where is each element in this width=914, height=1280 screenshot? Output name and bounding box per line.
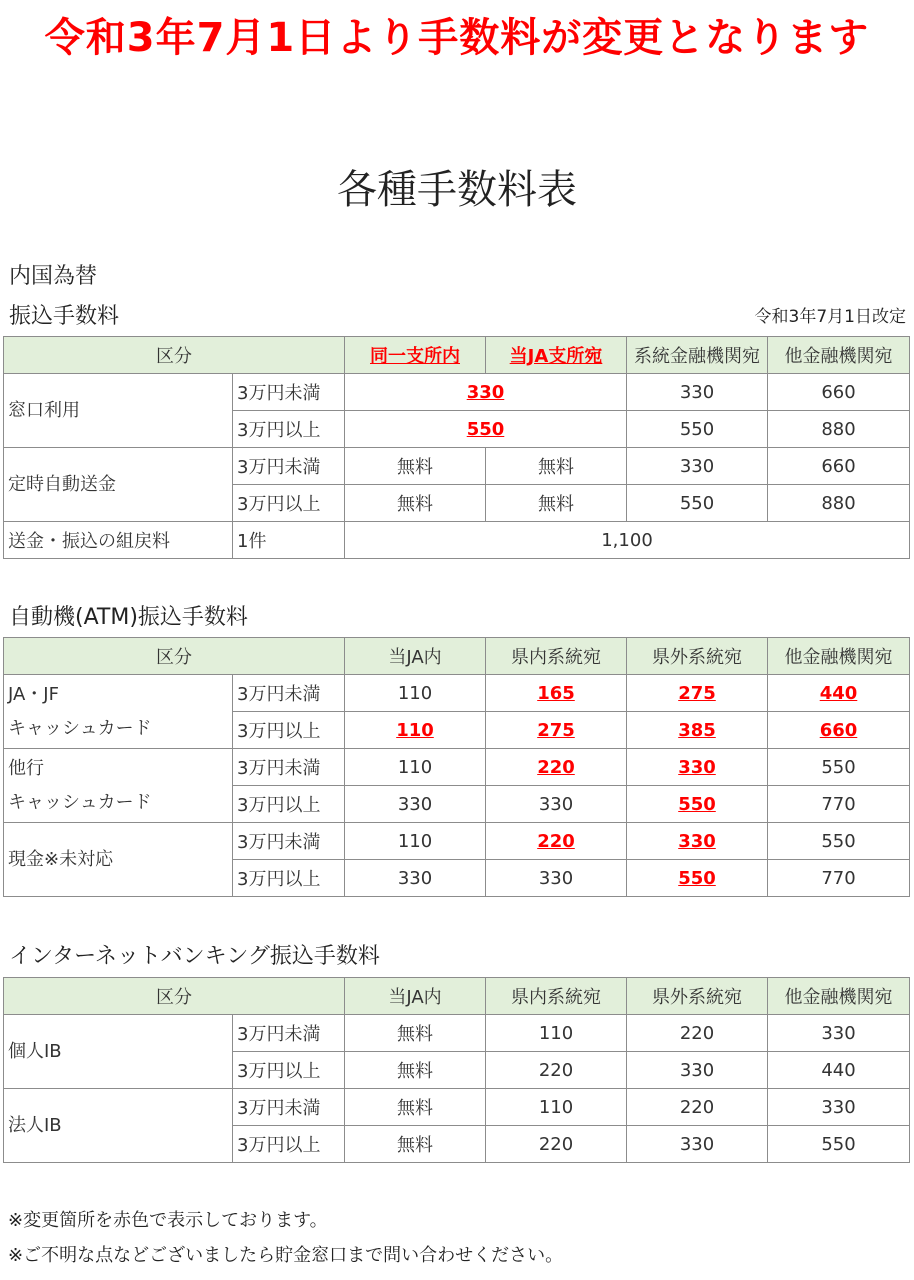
fee-cell: 330 (678, 756, 716, 778)
fee-cell: 220 (486, 1126, 627, 1163)
fee-cell: 880 (768, 411, 910, 448)
row-label-cash: 現金※未対応 (4, 823, 233, 897)
header-category: 区分 (4, 638, 345, 675)
fee-cell: 220 (537, 830, 575, 852)
amount-cell: 3万円未満 (233, 1015, 345, 1052)
amount-cell: 3万円以上 (233, 1052, 345, 1089)
table-row (4, 823, 910, 860)
table-row (4, 749, 910, 786)
row-label-window: 窓口利用 (4, 374, 233, 448)
fee-cell: 440 (819, 682, 858, 704)
header-category: 区分 (4, 337, 345, 374)
fee-cell: 220 (537, 756, 575, 778)
header-other-institution: 他金融機関宛 (768, 337, 910, 374)
table-row (4, 374, 910, 411)
amount-cell: 3万円以上 (233, 485, 345, 522)
table-row (4, 675, 910, 712)
row-label-scheduled: 定時自動送金 (4, 448, 233, 522)
fee-cell: 385 (678, 719, 716, 741)
transfer-fee-heading: 振込手数料 (9, 304, 120, 329)
fee-cell: 660 (768, 374, 910, 411)
fee-cell: 無料 (486, 448, 627, 485)
fee-cell: 330 (627, 448, 768, 485)
transfer-fee-table (3, 336, 910, 559)
fee-cell: 330 (768, 1015, 910, 1052)
fee-cell: 550 (678, 793, 716, 815)
fee-cell: 275 (678, 682, 716, 704)
fee-cell: 880 (768, 485, 910, 522)
fee-cell: 550 (678, 867, 716, 889)
row-label-corporate-ib: 法人IB (4, 1089, 233, 1163)
header-category: 区分 (4, 978, 345, 1015)
amount-cell: 3万円以上 (233, 1126, 345, 1163)
change-notice-banner: 令和3年7月1日より手数料が変更となります (44, 15, 870, 61)
fee-cell: 330 (627, 1126, 768, 1163)
row-label-other-bank-card: 他行 キャッシュカード (4, 749, 233, 823)
revision-date: 令和3年7月1日改定 (754, 307, 906, 327)
section-label: 内国為替 (9, 264, 98, 289)
fee-cell: 無料 (345, 1015, 486, 1052)
fee-cell: 165 (537, 682, 575, 704)
row-label-personal-ib: 個人IB (4, 1015, 233, 1089)
fee-cell: 220 (627, 1015, 768, 1052)
header-other-institution: 他金融機関宛 (768, 638, 910, 675)
fee-cell: 275 (537, 719, 575, 741)
fee-cell: 770 (768, 860, 910, 897)
header-out-prefecture: 県外系統宛 (627, 638, 768, 675)
header-system-institution: 系統金融機関宛 (627, 337, 768, 374)
table-row (4, 448, 910, 485)
note-changed-in-red: ※変更箇所を赤色で表示しております。 (8, 1210, 328, 1231)
table-row (4, 1089, 910, 1126)
amount-cell: 3万円以上 (233, 786, 345, 823)
fee-cell: 無料 (486, 485, 627, 522)
fee-cell: 220 (627, 1089, 768, 1126)
header-out-prefecture: 県外系統宛 (627, 978, 768, 1015)
fee-cell: 無料 (345, 485, 486, 522)
fee-cell: 330 (627, 1052, 768, 1089)
header-same-branch: 同一支所内 (370, 346, 460, 367)
table-header-row (4, 638, 910, 675)
amount-cell: 3万円以上 (233, 860, 345, 897)
fee-cell: 330 (678, 830, 716, 852)
amount-cell: 3万円未満 (233, 823, 345, 860)
fee-cell: 110 (345, 749, 486, 786)
fee-cell: 110 (486, 1089, 627, 1126)
unit-cell: 1件 (233, 522, 345, 559)
fee-cell: 440 (768, 1052, 910, 1089)
fee-cell: 550 (627, 411, 768, 448)
fee-cell: 770 (768, 786, 910, 823)
fee-cell: 660 (768, 448, 910, 485)
table-row (4, 522, 910, 559)
fee-cell: 1,100 (345, 522, 910, 559)
atm-fee-heading: 自動機(ATM)振込手数料 (9, 605, 248, 630)
header-own-ja: 当JA内 (345, 638, 486, 675)
fee-cell: 330 (486, 860, 627, 897)
row-label-return-fee: 送金・振込の組戻料 (4, 522, 233, 559)
amount-cell: 3万円以上 (233, 712, 345, 749)
fee-cell: 110 (345, 675, 486, 712)
ib-fee-heading: インターネットバンキング振込手数料 (9, 944, 380, 969)
fee-cell: 無料 (345, 1052, 486, 1089)
fee-cell: 無料 (345, 1089, 486, 1126)
fee-cell: 550 (627, 485, 768, 522)
row-label-ja-jf-card: JA・JF キャッシュカード (4, 675, 233, 749)
fee-cell: 110 (396, 719, 434, 741)
table-header-row (4, 337, 910, 374)
ib-fee-table (3, 977, 910, 1163)
fee-cell: 550 (768, 749, 910, 786)
fee-cell: 330 (627, 374, 768, 411)
header-in-prefecture: 県内系統宛 (486, 638, 627, 675)
amount-cell: 3万円未満 (233, 1089, 345, 1126)
fee-cell: 660 (819, 719, 858, 741)
amount-cell: 3万円以上 (233, 411, 345, 448)
fee-cell: 330 (466, 381, 505, 403)
fee-cell: 無料 (345, 1126, 486, 1163)
header-other-institution: 他金融機関宛 (768, 978, 910, 1015)
fee-cell: 550 (768, 823, 910, 860)
fee-cell: 110 (345, 823, 486, 860)
fee-cell: 550 (466, 418, 505, 440)
fee-cell: 110 (486, 1015, 627, 1052)
amount-cell: 3万円未満 (233, 448, 345, 485)
amount-cell: 3万円未満 (233, 374, 345, 411)
note-contact-window: ※ご不明な点などございましたら貯金窓口まで問い合わせください。 (8, 1245, 564, 1266)
amount-cell: 3万円未満 (233, 749, 345, 786)
header-in-prefecture: 県内系統宛 (486, 978, 627, 1015)
fee-cell: 330 (486, 786, 627, 823)
amount-cell: 3万円未満 (233, 675, 345, 712)
table-header-row (4, 978, 910, 1015)
table-row (4, 1015, 910, 1052)
fee-cell: 220 (486, 1052, 627, 1089)
atm-fee-table (3, 637, 910, 897)
fee-cell: 550 (768, 1126, 910, 1163)
fee-cell: 330 (345, 860, 486, 897)
header-own-ja: 当JA内 (345, 978, 486, 1015)
fee-cell: 330 (345, 786, 486, 823)
document-title: 各種手数料表 (337, 167, 577, 213)
fee-cell: 330 (768, 1089, 910, 1126)
fee-cell: 無料 (345, 448, 486, 485)
header-ja-branch: 当JA支所宛 (509, 346, 603, 367)
